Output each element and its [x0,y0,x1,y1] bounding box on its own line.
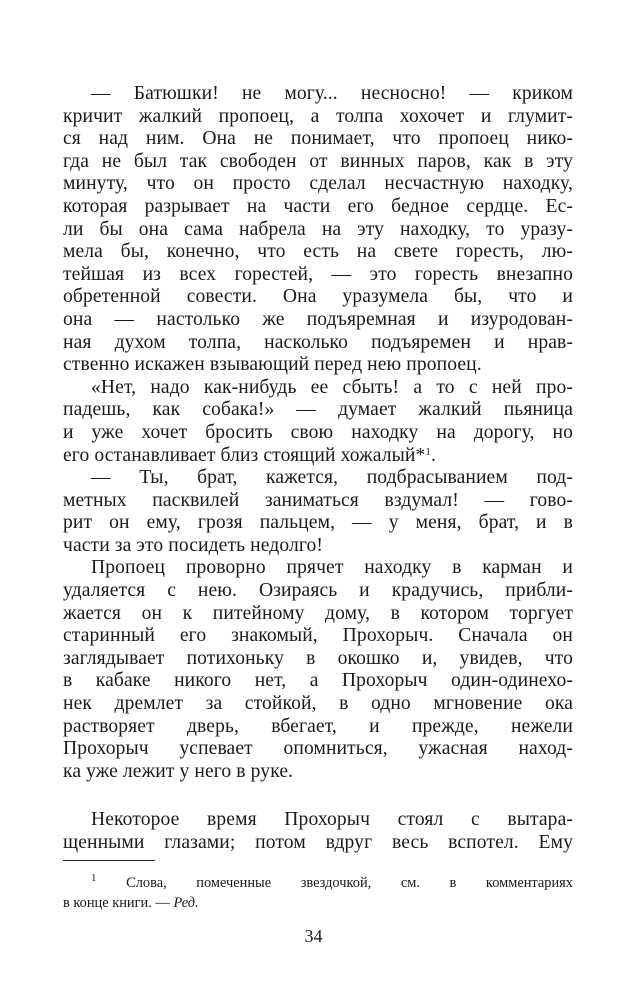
page-number: 34 [304,926,323,946]
footnote-line [63,893,573,913]
text-line: жается он к питейному дому, в котором торгует [63,602,573,624]
text-line: ственно искажен взывающий перед нею пропоец. [63,354,482,376]
paragraph [63,467,573,557]
paragraph [63,809,573,854]
text-line: мела бы, конечно, что есть на свете горесть, лю- [63,241,573,263]
paragraph [63,557,573,783]
paragraph [63,83,573,377]
text-line: щенными глазами; потом вдруг весь вспотел. Ему [63,832,573,853]
book-page-text [63,83,573,855]
text-line: удаляется с нею. Озираясь и крадучись, прибли- [63,580,573,602]
footnote [63,873,573,913]
footnote-mark: 1 [425,445,431,458]
text-line: старинный его знакомый, Прохорыч. Сначала он [63,625,573,647]
text-line: «Нет, надо как-нибудь ее сбыть! а то с ней про- [91,376,573,398]
text-line-content: его останавливает близ стоящий хожалый* [63,444,426,466]
text-line: обретенной совести. Она уразумела бы, что и [63,286,573,308]
text-line: падешь, как собака!» — думает жалкий пьяница [63,399,573,421]
text-line: растворяет дверь, вбегает, и прежде, нежели [63,715,573,737]
text-line: она — настолько же подъяремная и изуродован- [63,308,573,330]
footnote-editor-mark: Ред. [173,895,199,911]
text-line: — Ты, брат, кажется, подбрасыванием под- [91,467,573,489]
text-line: и уже хочет бросить свою находку на дорогу, но [63,421,573,443]
text-line: гда не был так свободен от винных паров, как в эту [63,150,573,172]
text-line: ка уже лежит у него в руке. [63,760,294,782]
text-line: — Батюшки! не могу... несносно! — криком [91,83,573,104]
text-line: его останавливает близ стоящий хожалый*$^1$. [63,444,436,466]
footnote-text: в конце книги. — [63,895,170,911]
text-line: Некоторое время Прохорыч стоял с вытара- [91,809,573,831]
text-line: части за это посидеть недолго! [63,534,324,556]
text-line: метных пасквилей заниматься вздумал! — гово- [63,489,573,511]
text-line: которая разрывает на части его бедное сердце. Ес- [63,195,573,217]
text-line: минуту, что он просто сделал несчастную находку, [63,173,573,195]
footnote-line [63,873,573,893]
footnote-number: 1 [91,872,97,884]
footnote-text: Слова, помеченные звездочкой, см. в комментариях [126,875,573,891]
text-line: ли бы она сама набрела на эту находку, то уразу- [63,218,573,240]
footnote-separator [63,860,155,861]
text-line: Прохорыч успевает опомниться, ужасная наход- [63,738,573,760]
text-line: Пропоец проворно прячет находку в карман и [91,557,573,579]
text-line: в кабаке никого нет, а Прохорыч один-одинехо- [63,670,573,692]
text-line: нек дремлет за стойкой, в одно мгновение ока [63,693,573,715]
paragraph [63,377,573,467]
section-break [63,783,573,809]
text-line: тейшая из всех горестей, — это горесть внезапно [63,263,573,285]
text-line: заглядывает потихоньку в окошко и, увидев, что [63,647,573,669]
text-line: рит он ему, грозя пальцем, — у меня, брат, и в [63,512,573,534]
text-line: кричит жалкий пропоец, а толпа хохочет и глумит- [63,105,573,127]
text-line: ся над ним. Она не понимает, что пропоец нико- [63,128,573,150]
text-line: ная духом толпа, насколько подъяремен и нрав- [63,331,573,353]
